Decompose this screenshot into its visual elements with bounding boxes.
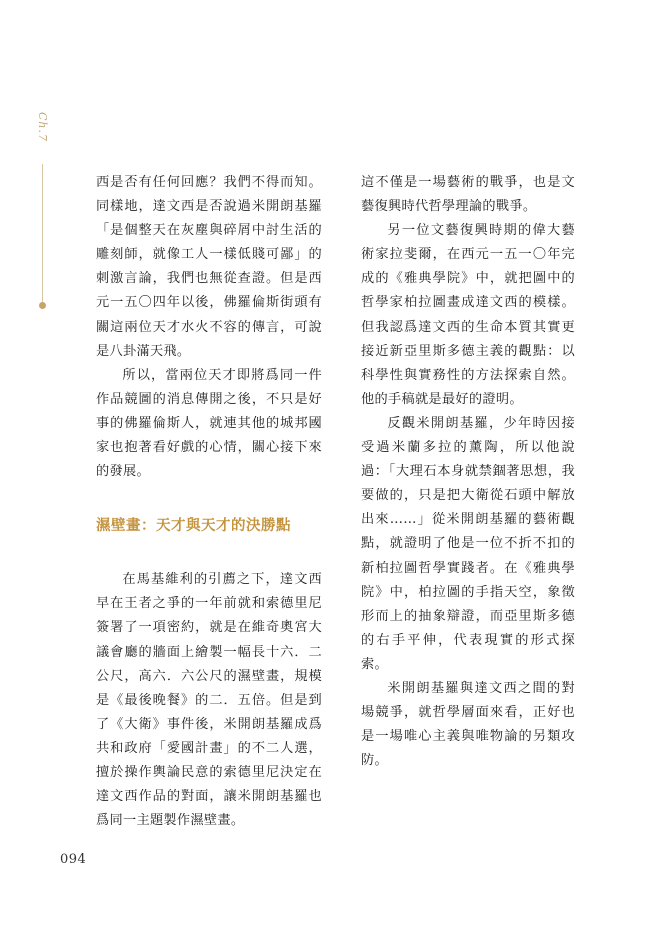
chapter-dot-icon [39, 302, 46, 309]
paragraph: 所以，當兩位天才即將爲同一件作品競圖的消息傳開之後，不只是好事的佛羅倫斯人，就連其他的城邦國家也抱著看好戲的心情，關心接下來的發展。 [96, 367, 322, 480]
paragraph: 西是否有任何回應？我們不得而知。同樣地，達文西是否說過米開朗基羅「是個整天在灰塵與碎屑中討生活的雕刻師，就像工人一樣低賤可鄙」的刺激言論，我們也無從查證。但是西元一五〇四年以後，佛羅倫斯街頭有關這兩位天才水火不容的傳言，可說是八卦滿天飛。 [96, 175, 322, 359]
spacer [96, 538, 322, 568]
spacer [96, 484, 322, 514]
paragraph: 反觀米開朗基羅，少年時因接受過米蘭多拉的薰陶，所以他說過：「大理石本身就禁錮著思想，我要做的，只是把大衛從石頭中解放出來……」從米開朗基羅的藝術觀點，就證明了他是一位不折不扣的新柏拉圖哲學實踐者。在《雅典學院》中，柏拉圖的手指天空，象徵形而上的抽象辯證，而亞里斯多德的右手平伸，代表現實的形式探索。 [361, 415, 575, 672]
paragraph: 米開朗基羅與達文西之間的對場競爭，就哲學層面來看，正好也是一場唯心主義與唯物論的另類攻防。 [361, 680, 575, 769]
page-number: 094 [60, 852, 87, 867]
paragraph: 另一位文藝復興時期的偉大藝術家拉斐爾，在西元一五一〇年完成的《雅典學院》中，就把圖中的哲學家柏拉圖畫成達文西的模樣。但我認爲達文西的生命本質其實更接近新亞里斯多德主義的觀點：以科學性與實務性的方法探索自然。他的手稿就是最好的證明。 [361, 223, 575, 407]
paragraph: 這不僅是一場藝術的戰爭，也是文藝復興時代哲學理論的戰爭。 [361, 175, 575, 215]
section-heading: 濕壁畫：天才與天才的決勝點 [96, 518, 291, 535]
right-column [361, 171, 575, 773]
chapter-rule [42, 164, 43, 304]
chapter-tab [36, 112, 50, 192]
chapter-label: Ch.7 [36, 112, 49, 142]
paragraph: 在馬基維利的引薦之下，達文西早在王者之爭的一年前就和索德里尼簽署了一項密約，就是在維奇奧宮大議會廳的牆面上繪製一幅長十六．二公尺，高六．六公尺的濕壁畫，規模是《最後晚餐》的二．五倍。但是到了《大衛》事件後，米開朗基羅成爲共和政府「愛國計畫」的不二人選，擅於操作輿論民意的索德里尼決定在達文西作品的對面，讓米開朗基羅也爲同一主題製作濕壁畫。 [96, 572, 322, 829]
left-column [96, 171, 322, 833]
